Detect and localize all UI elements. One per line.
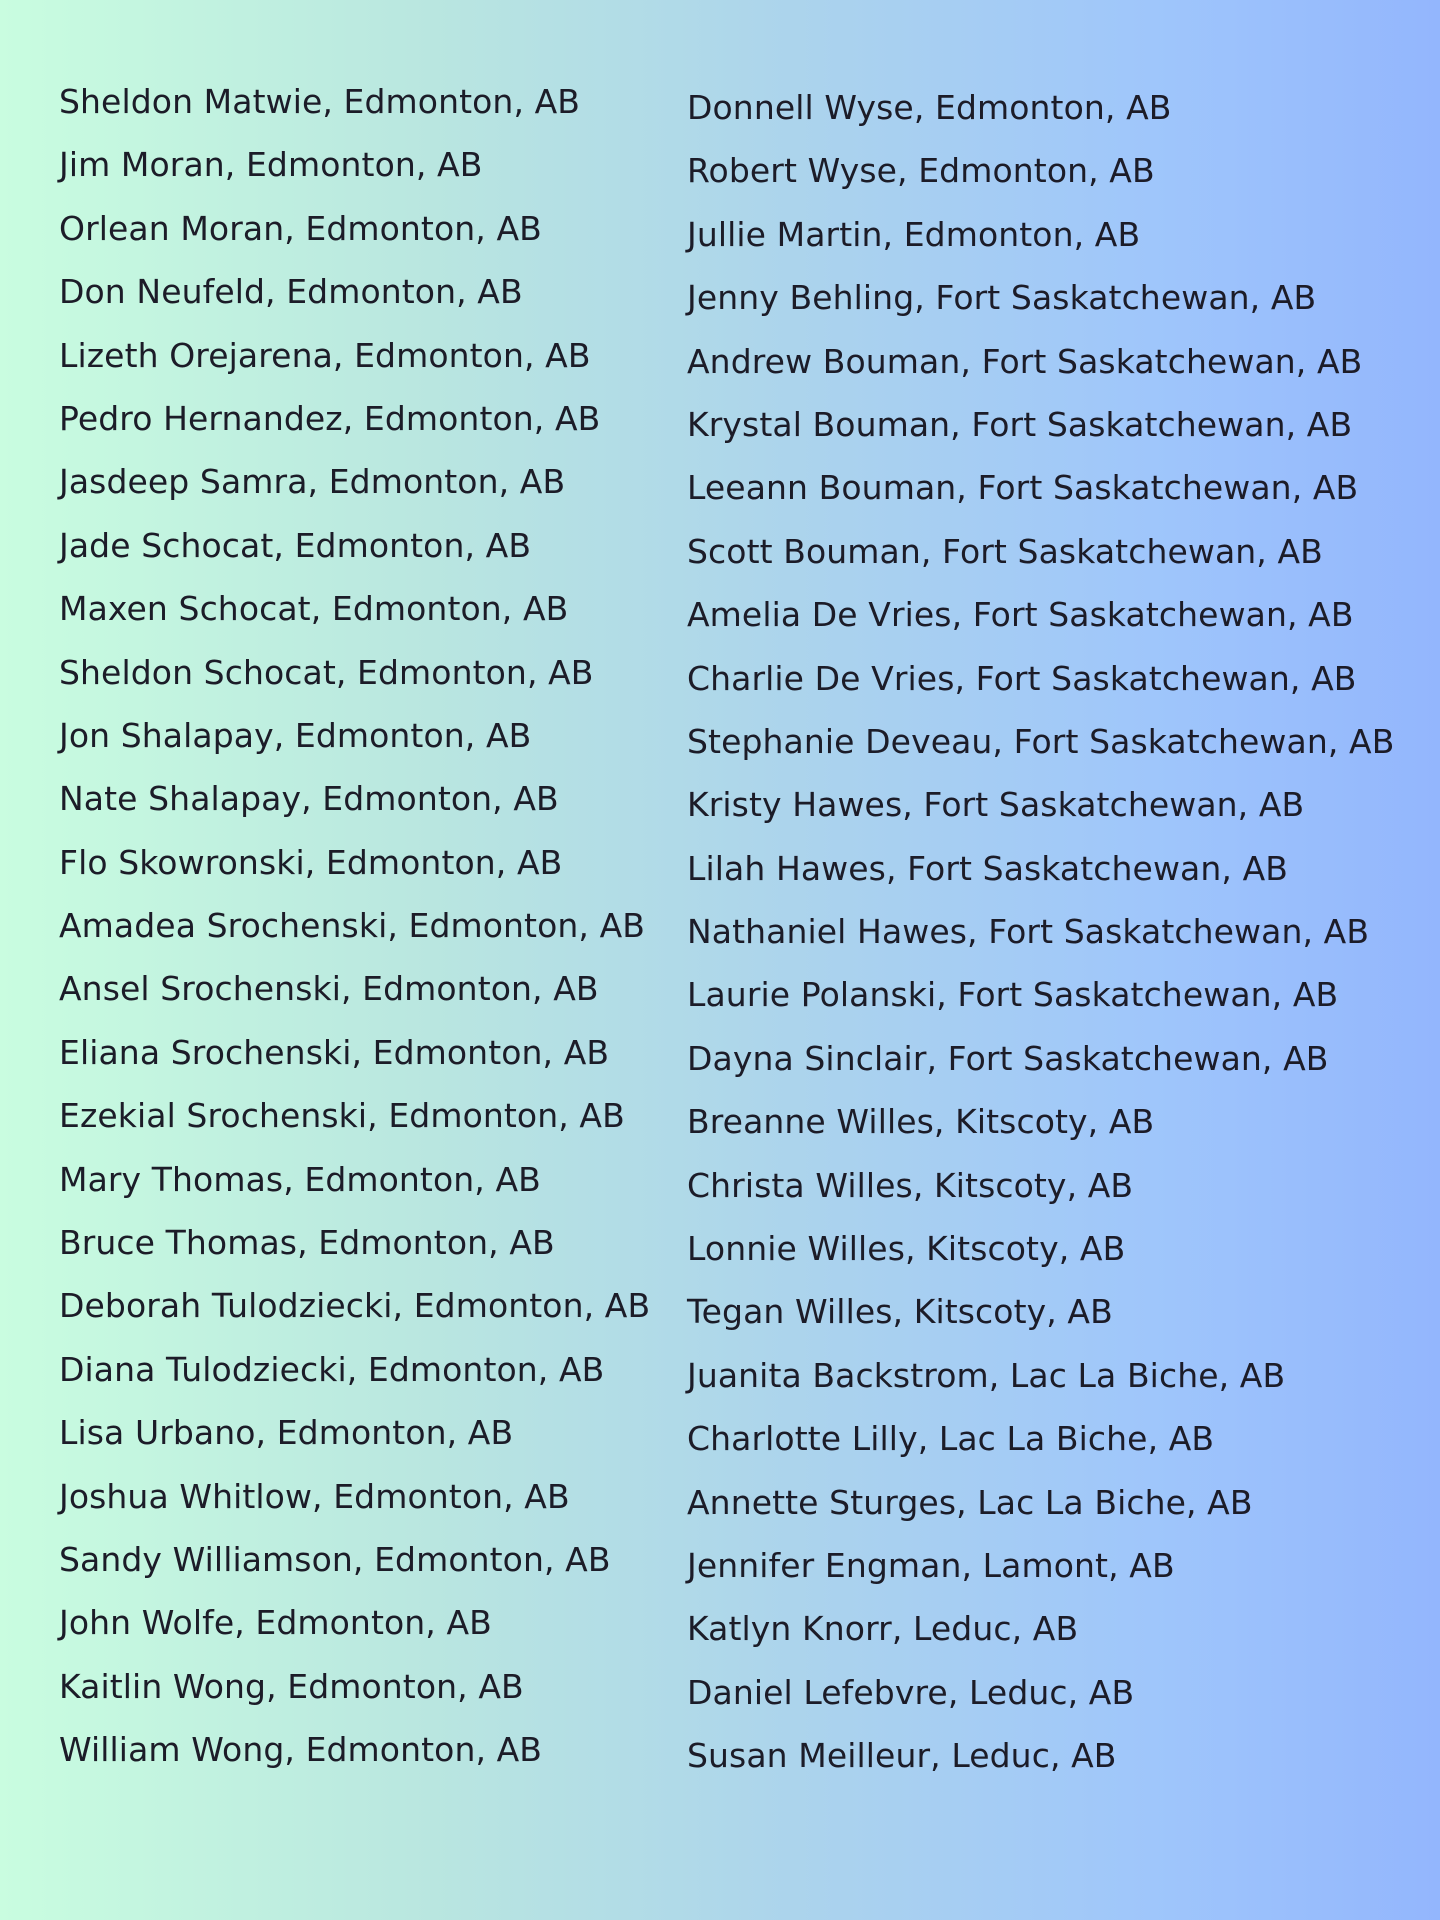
name-list-right-column: [687, 82, 1427, 1794]
name-entry: Kristy Hawes, Fort Saskatchewan, AB: [687, 785, 1305, 825]
name-entry: Scott Bouman, Fort Saskatchewan, AB: [687, 531, 1323, 571]
name-entry: Sheldon Schocat, Edmonton, AB: [59, 652, 594, 692]
name-entry: Jasdeep Samra, Edmonton, AB: [59, 462, 566, 502]
name-entry: Eliana Srochenski, Edmonton, AB: [59, 1032, 610, 1072]
name-entry: John Wolfe, Edmonton, AB: [59, 1603, 492, 1643]
name-entry: Jim Moran, Edmonton, AB: [59, 145, 483, 185]
name-entry: Donnell Wyse, Edmonton, AB: [687, 88, 1172, 127]
name-entry: Ansel Srochenski, Edmonton, AB: [59, 969, 599, 1009]
name-entry: Leeann Bouman, Fort Saskatchewan, AB: [687, 468, 1359, 508]
name-entry: Nathaniel Hawes, Fort Saskatchewan, AB: [687, 912, 1370, 952]
name-entry: Christa Willes, Kitscoty, AB: [687, 1165, 1134, 1205]
name-entry: Orlean Moran, Edmonton, AB: [59, 208, 542, 248]
name-entry: Daniel Lefebvre, Leduc, AB: [687, 1672, 1135, 1712]
name-entry: Kaitlin Wong, Edmonton, AB: [59, 1666, 524, 1706]
name-entry: Lilah Hawes, Fort Saskatchewan, AB: [687, 848, 1288, 888]
name-entry: Maxen Schocat, Edmonton, AB: [59, 589, 569, 629]
name-entry: Jade Schocat, Edmonton, AB: [59, 525, 532, 565]
name-entry: Jon Shalapay, Edmonton, AB: [59, 715, 532, 755]
name-entry: Lizeth Orejarena, Edmonton, AB: [59, 335, 591, 375]
name-entry: Nate Shalapay, Edmonton, AB: [59, 779, 559, 819]
name-entry: Charlotte Lilly, Lac La Biche, AB: [687, 1419, 1215, 1459]
name-entry: Lisa Urbano, Edmonton, AB: [59, 1413, 514, 1453]
name-entry: Jennifer Engman, Lamont, AB: [687, 1545, 1175, 1585]
name-entry: Jullie Martin, Edmonton, AB: [687, 214, 1141, 254]
name-entry: Lonnie Willes, Kitscoty, AB: [687, 1229, 1126, 1269]
name-entry: Ezekial Srochenski, Edmonton, AB: [59, 1096, 625, 1136]
name-entry: Deborah Tulodziecki, Edmonton, AB: [59, 1286, 651, 1326]
name-entry: Laurie Polanski, Fort Saskatchewan, AB: [687, 975, 1339, 1015]
name-entry: Dayna Sinclair, Fort Saskatchewan, AB: [687, 1038, 1329, 1078]
name-entry: William Wong, Edmonton, AB: [59, 1730, 543, 1770]
name-entry: Andrew Bouman, Fort Saskatchewan, AB: [687, 341, 1363, 381]
name-entry: Flo Skowronski, Edmonton, AB: [59, 842, 563, 882]
name-entry: Krystal Bouman, Fort Saskatchewan, AB: [687, 404, 1353, 444]
name-entry: Breanne Willes, Kitscoty, AB: [687, 1102, 1155, 1142]
name-entry: Annette Sturges, Lac La Biche, AB: [687, 1482, 1253, 1522]
name-entry: Amelia De Vries, Fort Saskatchewan, AB: [687, 595, 1354, 635]
name-entry: Sandy Williamson, Edmonton, AB: [59, 1539, 611, 1579]
name-entry: Tegan Willes, Kitscoty, AB: [687, 1292, 1113, 1332]
name-entry: Juanita Backstrom, Lac La Biche, AB: [687, 1355, 1286, 1395]
name-entry: Susan Meilleur, Leduc, AB: [687, 1736, 1117, 1776]
name-entry: Stephanie Deveau, Fort Saskatchewan, AB: [687, 721, 1395, 761]
name-entry: Mary Thomas, Edmonton, AB: [59, 1159, 541, 1199]
name-entry: Charlie De Vries, Fort Saskatchewan, AB: [687, 658, 1357, 698]
name-entry: Joshua Whitlow, Edmonton, AB: [59, 1476, 570, 1516]
name-entry: Katlyn Knorr, Leduc, AB: [687, 1609, 1079, 1649]
name-entry: Don Neufeld, Edmonton, AB: [59, 272, 523, 312]
name-entry: Pedro Hernandez, Edmonton, AB: [59, 398, 601, 438]
name-entry: Jenny Behling, Fort Saskatchewan, AB: [687, 278, 1317, 318]
name-entry: Amadea Srochenski, Edmonton, AB: [59, 906, 645, 946]
name-entry: Diana Tulodziecki, Edmonton, AB: [59, 1349, 605, 1389]
name-entry: Bruce Thomas, Edmonton, AB: [59, 1223, 555, 1263]
name-list-left-column: [59, 76, 679, 1788]
name-entry: Sheldon Matwie, Edmonton, AB: [59, 82, 581, 121]
name-entry: Robert Wyse, Edmonton, AB: [687, 151, 1155, 191]
